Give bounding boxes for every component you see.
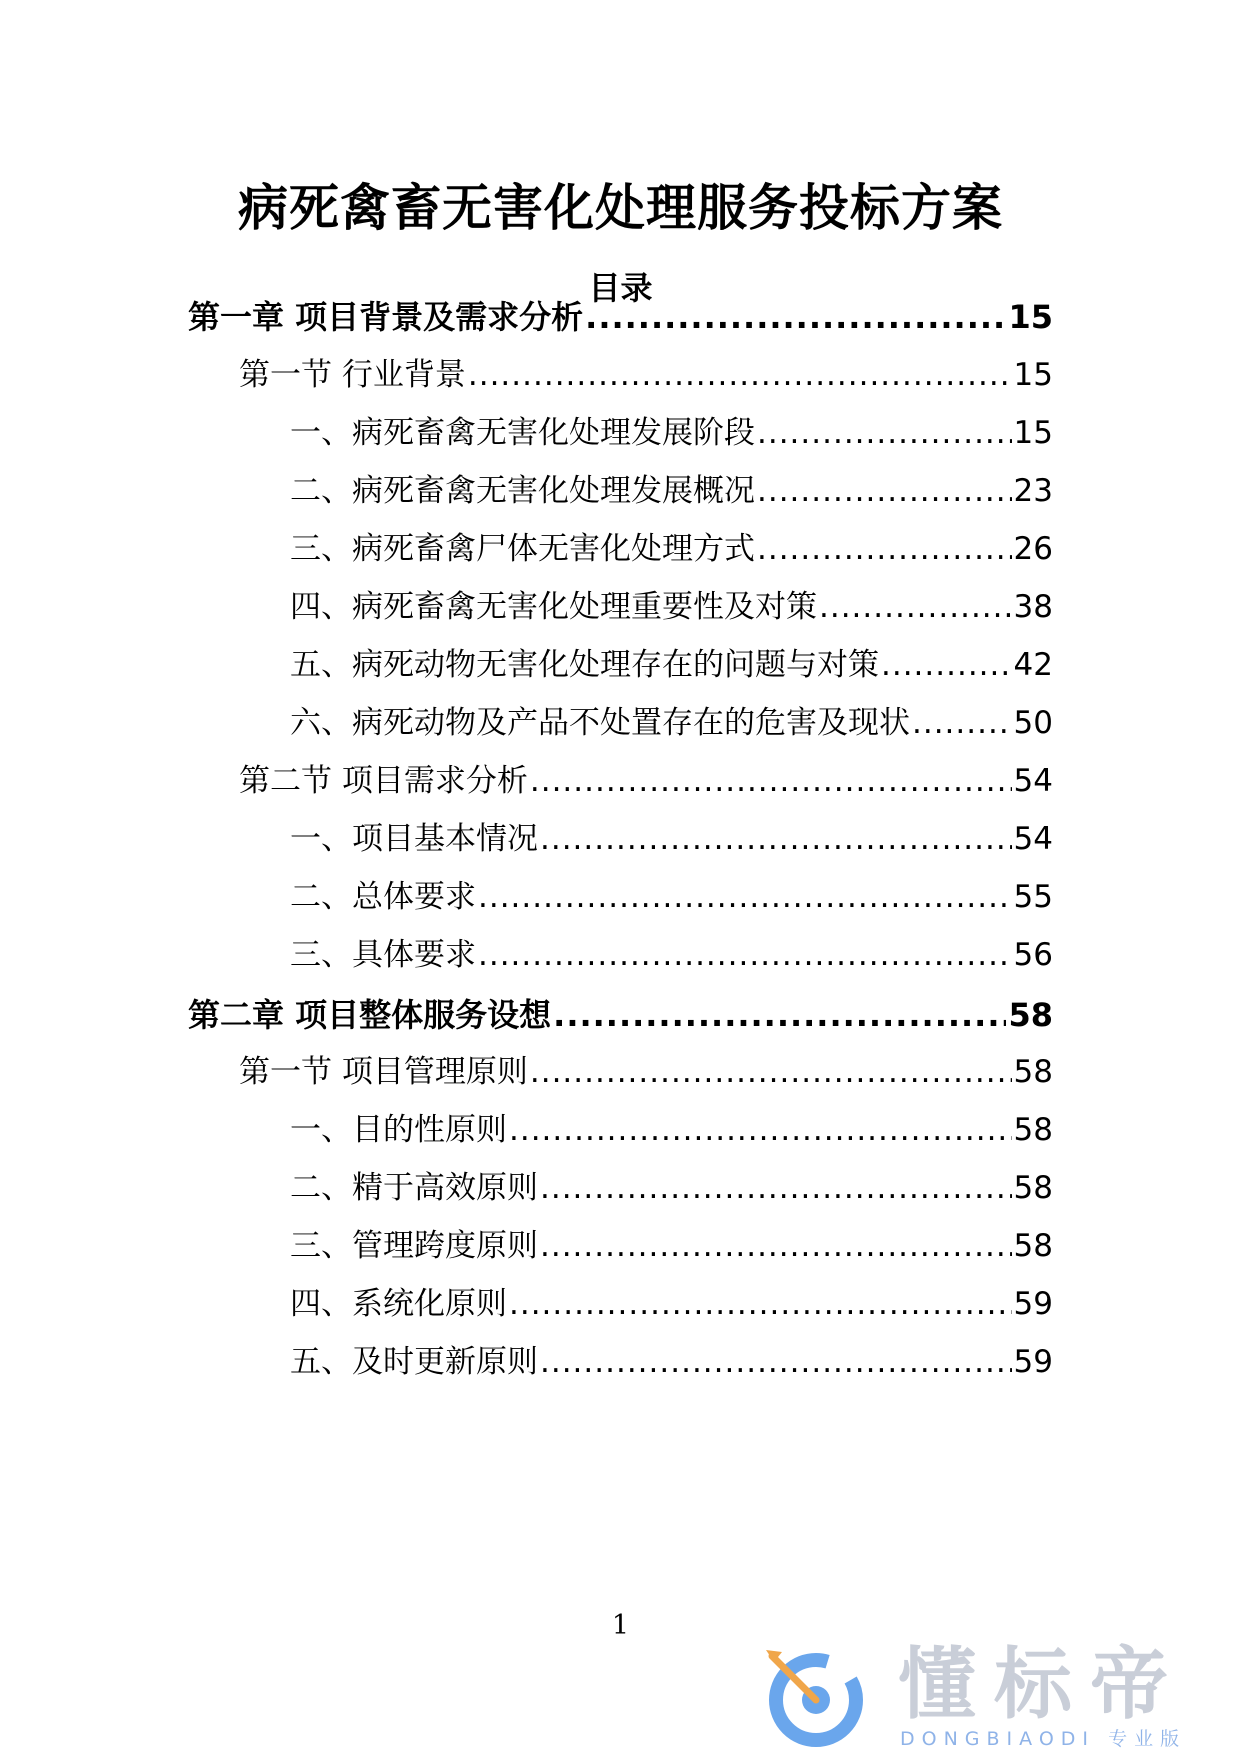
- toc-entry-label: 五、病死动物无害化处理存在的问题与对策: [290, 647, 879, 683]
- toc-entry-page: 15: [1008, 298, 1053, 336]
- toc-leader-dots: [585, 297, 1006, 337]
- toc-leader-dots: [540, 1168, 1012, 1208]
- toc-entry-page: 56: [1013, 937, 1053, 973]
- toc-entry-label: 第二章 项目整体服务设想: [188, 996, 552, 1034]
- toc-entry-label: 第一节 项目管理原则: [239, 1054, 528, 1090]
- toc-entry[interactable]: [290, 523, 1053, 569]
- toc-entry-page: 15: [1013, 357, 1053, 393]
- toc-leader-dots: [468, 355, 1012, 395]
- toc-leader-dots: [881, 645, 1012, 685]
- toc-entry[interactable]: [290, 1162, 1053, 1208]
- toc-entry-page: 54: [1013, 821, 1053, 857]
- toc-entry-page: 23: [1013, 473, 1053, 509]
- toc-entry-label: 一、项目基本情况: [290, 821, 538, 857]
- toc-entry-label: 第二节 项目需求分析: [239, 763, 528, 799]
- toc-leader-dots: [540, 819, 1012, 859]
- toc-entry-page: 58: [1008, 996, 1053, 1034]
- toc-entry-page: 58: [1013, 1054, 1053, 1090]
- toc-leader-dots: [478, 877, 1012, 917]
- toc-entry-page: 26: [1013, 531, 1053, 567]
- toc-entry-page: 15: [1013, 415, 1053, 451]
- toc-leader-dots: [819, 587, 1012, 627]
- toc-entry-label: 二、病死畜禽无害化处理发展概况: [290, 473, 755, 509]
- toc-entry-label: 四、系统化原则: [290, 1286, 507, 1322]
- toc-leader-dots: [530, 761, 1012, 801]
- toc-entry[interactable]: [239, 755, 1053, 801]
- watermark-brand: 懂标帝: [898, 1640, 1187, 1730]
- toc-leader-dots: [912, 703, 1012, 743]
- toc-entry[interactable]: [239, 349, 1053, 395]
- watermark-logo: [742, 1636, 1241, 1754]
- toc-entry[interactable]: [290, 581, 1053, 627]
- toc-leader-dots: [509, 1110, 1012, 1150]
- toc-entry[interactable]: [290, 813, 1053, 859]
- watermark-sub-latin: DONGBIAODI: [900, 1728, 1096, 1750]
- toc-entry-page: 58: [1013, 1112, 1053, 1148]
- toc-entry-page: 54: [1013, 763, 1053, 799]
- toc-leader-dots: [509, 1284, 1012, 1324]
- toc-entry-page: 59: [1013, 1286, 1053, 1322]
- toc-entry-label: 第一章 项目背景及需求分析: [188, 298, 584, 336]
- toc-entry-label: 六、病死动物及产品不处置存在的危害及现状: [290, 705, 910, 741]
- toc-leader-dots: [478, 935, 1012, 975]
- target-dart-icon: [752, 1642, 872, 1750]
- toc-entry[interactable]: [239, 1046, 1053, 1092]
- toc-entry-label: 二、精于高效原则: [290, 1170, 538, 1206]
- toc-entry[interactable]: [290, 871, 1053, 917]
- toc-entry[interactable]: [290, 1336, 1053, 1382]
- toc-entry-label: 四、病死畜禽无害化处理重要性及对策: [290, 589, 817, 625]
- toc-entry-label: 第一节 行业背景: [239, 357, 466, 393]
- toc-entry-page: 38: [1013, 589, 1053, 625]
- toc-entry-page: 55: [1013, 879, 1053, 915]
- toc-entry[interactable]: [290, 639, 1053, 685]
- toc-entry-page: 59: [1013, 1344, 1053, 1380]
- toc-entry[interactable]: [290, 407, 1053, 453]
- toc-heading: 目录: [588, 269, 653, 307]
- toc-leader-dots: [757, 471, 1012, 511]
- toc-entry[interactable]: [290, 1104, 1053, 1150]
- toc-leader-dots: [553, 995, 1006, 1035]
- toc-entry[interactable]: [188, 291, 1053, 337]
- toc-entry-label: 二、总体要求: [290, 879, 476, 915]
- toc-entry-page: 58: [1013, 1170, 1053, 1206]
- toc-entry[interactable]: [290, 1278, 1053, 1324]
- toc-leader-dots: [757, 413, 1012, 453]
- toc-entry[interactable]: [188, 989, 1053, 1035]
- toc-leader-dots: [757, 529, 1012, 569]
- watermark-sub-cn: 专业版: [1108, 1728, 1187, 1750]
- toc-entry[interactable]: [290, 697, 1053, 743]
- watermark-subtitle: [900, 1726, 1186, 1752]
- toc-entry-label: 三、具体要求: [290, 937, 476, 973]
- toc-entry-page: 50: [1013, 705, 1053, 741]
- page-number: 1: [611, 1610, 630, 1641]
- toc-entry-label: 一、目的性原则: [290, 1112, 507, 1148]
- toc-entry[interactable]: [290, 1220, 1053, 1266]
- toc-leader-dots: [540, 1342, 1012, 1382]
- toc-entry-label: 三、病死畜禽尸体无害化处理方式: [290, 531, 755, 567]
- toc-entry-page: 58: [1013, 1228, 1053, 1264]
- toc-entry[interactable]: [290, 929, 1053, 975]
- toc-entry-page: 42: [1013, 647, 1053, 683]
- document-title: 病死禽畜无害化处理服务投标方案: [238, 179, 1003, 237]
- toc-entry[interactable]: [290, 465, 1053, 511]
- toc-leader-dots: [530, 1052, 1012, 1092]
- toc-leader-dots: [540, 1226, 1012, 1266]
- toc-entry-label: 五、及时更新原则: [290, 1344, 538, 1380]
- toc-entry-label: 一、病死畜禽无害化处理发展阶段: [290, 415, 755, 451]
- toc-entry-label: 三、管理跨度原则: [290, 1228, 538, 1264]
